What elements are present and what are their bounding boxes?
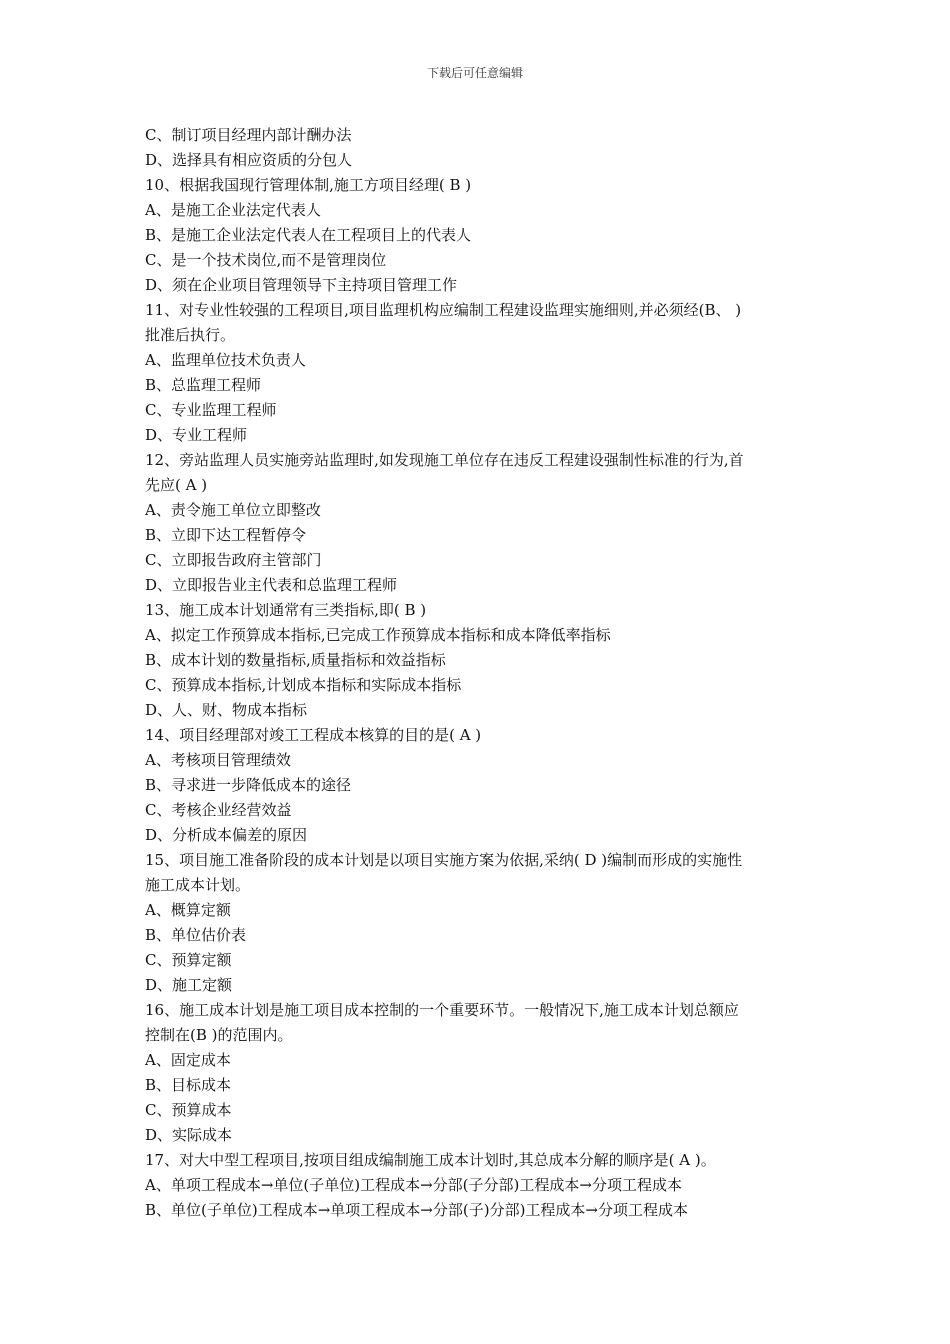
text-line: 14、项目经理部对竣工工程成本核算的目的是( A ) xyxy=(145,726,482,744)
text-line: C、专业监理工程师 xyxy=(145,401,277,419)
text-line: B、单位估价表 xyxy=(145,926,247,944)
text-line: 11、对专业性较强的工程项目,项目监理机构应编制工程建设监理实施细则,并必须经(B、 ) xyxy=(145,301,742,319)
text-line: B、寻求进一步降低成本的途径 xyxy=(145,776,352,794)
text-line: D、分析成本偏差的原因 xyxy=(145,826,308,844)
text-line: A、责令施工单位立即整改 xyxy=(145,501,321,519)
text-line: D、施工定额 xyxy=(145,976,233,994)
text-line: D、选择具有相应资质的分包人 xyxy=(145,151,353,169)
text-line: 12、旁站监理人员实施旁站监理时,如发现施工单位存在违反工程建设强制性标准的行为,首 xyxy=(145,451,744,469)
text-line: C、立即报告政府主管部门 xyxy=(145,551,322,569)
text-line: D、人、财、物成本指标 xyxy=(145,701,308,719)
text-line: C、考核企业经营效益 xyxy=(145,801,292,819)
text-line: A、拟定工作预算成本指标,已完成工作预算成本指标和成本降低率指标 xyxy=(145,626,611,644)
text-line: 批准后执行。 xyxy=(145,326,236,344)
text-line: D、须在企业项目管理领导下主持项目管理工作 xyxy=(145,276,458,294)
text-line: C、预算成本 xyxy=(145,1101,232,1119)
text-line: 17、对大中型工程项目,按项目组成编制施工成本计划时,其总成本分解的顺序是( A )。 xyxy=(145,1151,716,1169)
text-line: B、是施工企业法定代表人在工程项目上的代表人 xyxy=(145,226,472,244)
text-line: D、专业工程师 xyxy=(145,426,248,444)
text-line: D、实际成本 xyxy=(145,1126,233,1144)
text-line: B、单位(子单位)工程成本→单项工程成本→分部(子)分部)工程成本→分项工程成本 xyxy=(145,1201,688,1219)
text-line: B、总监理工程师 xyxy=(145,376,262,394)
text-line: B、成本计划的数量指标,质量指标和效益指标 xyxy=(145,651,446,669)
text-line: 15、项目施工准备阶段的成本计划是以项目实施方案为依据,采纳( D )编制而形成的实施性 xyxy=(145,851,743,869)
text-line: 施工成本计划。 xyxy=(145,876,251,894)
text-line: 先应( A ) xyxy=(145,476,208,494)
text-line: A、监理单位技术负责人 xyxy=(145,351,306,369)
text-line: C、制订项目经理内部计酬办法 xyxy=(145,126,352,144)
text-line: A、单项工程成本→单位(子单位)工程成本→分部(子分部)工程成本→分项工程成本 xyxy=(145,1176,682,1194)
text-line: B、立即下达工程暂停令 xyxy=(145,526,307,544)
text-line: A、固定成本 xyxy=(145,1051,231,1069)
text-line: C、是一个技术岗位,而不是管理岗位 xyxy=(145,251,387,269)
text-line: 13、施工成本计划通常有三类指标,即( B ) xyxy=(145,601,427,619)
text-line: A、考核项目管理绩效 xyxy=(145,751,291,769)
text-line: A、概算定额 xyxy=(145,901,231,919)
text-line: 10、根据我国现行管理体制,施工方项目经理( B ) xyxy=(145,176,472,194)
text-line: 16、施工成本计划是施工项目成本控制的一个重要环节。一般情况下,施工成本计划总额应 xyxy=(145,1001,739,1019)
document-body xyxy=(145,123,813,1223)
text-line: 控制在(B )的范围内。 xyxy=(145,1026,293,1044)
text-line: C、预算成本指标,计划成本指标和实际成本指标 xyxy=(145,676,462,694)
page-header: 下载后可任意编辑 xyxy=(426,66,523,80)
text-line: D、立即报告业主代表和总监理工程师 xyxy=(145,576,398,594)
text-line: C、预算定额 xyxy=(145,951,232,969)
text-line: A、是施工企业法定代表人 xyxy=(145,201,321,219)
text-line: B、目标成本 xyxy=(145,1076,232,1094)
